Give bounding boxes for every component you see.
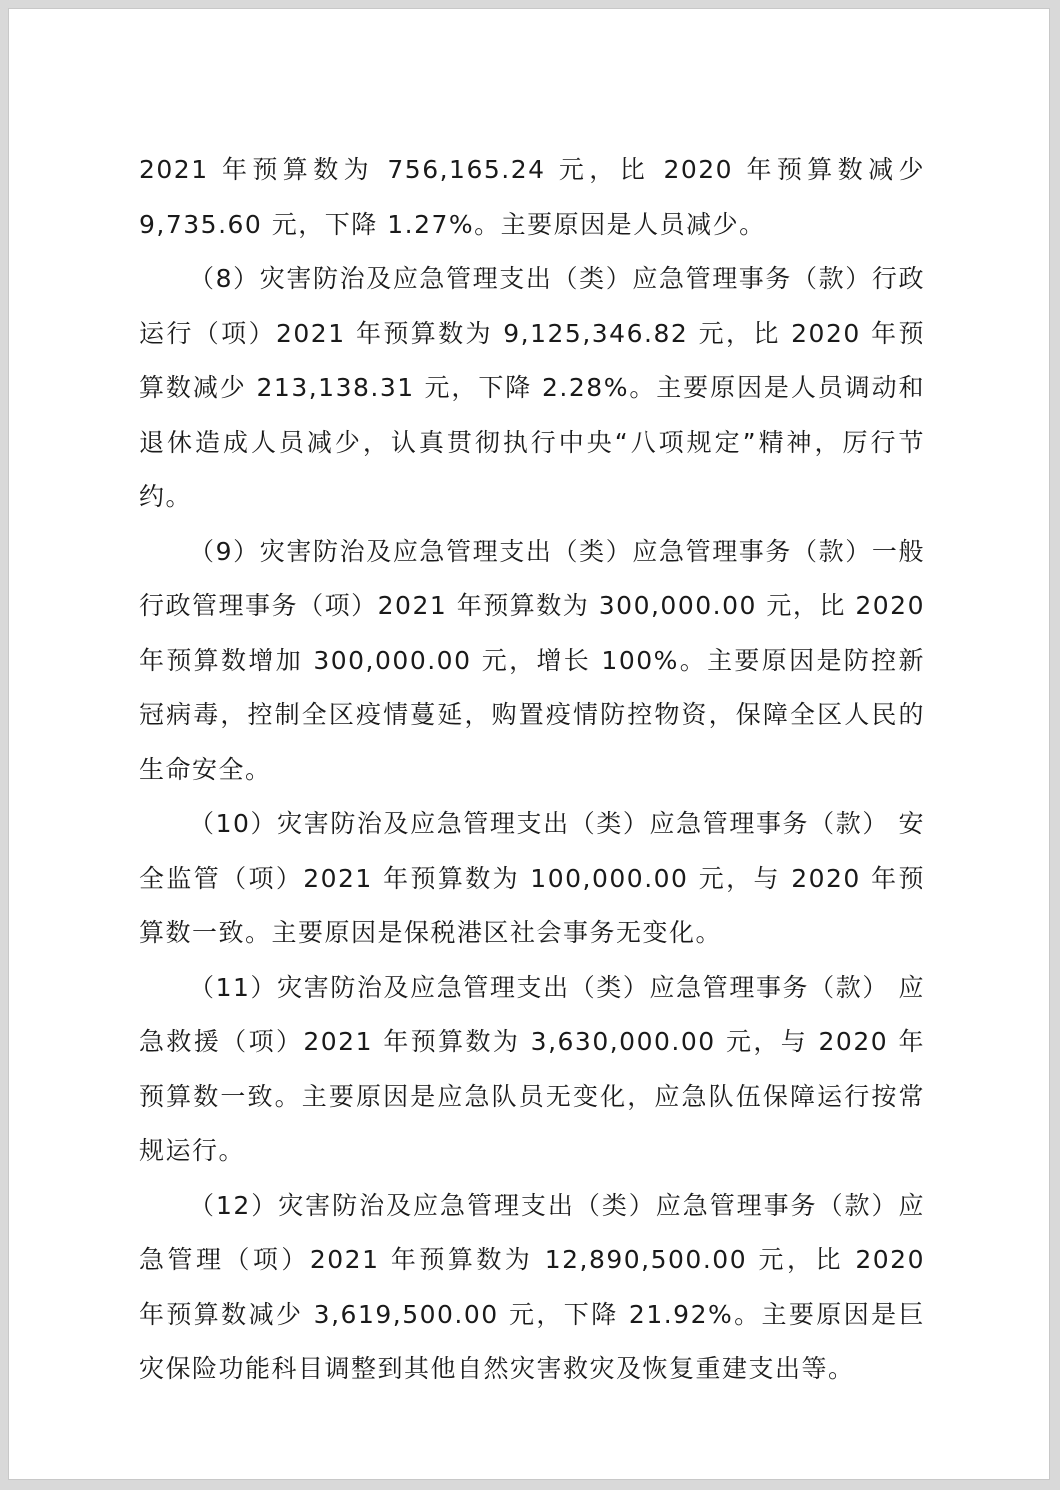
paragraph-continuation: 2021 年预算数为 756,165.24 元，比 2020 年预算数减少 9,735.60 元，下降 1.27%。主要原因是人员减少。: [139, 155, 925, 239]
document-page: [8, 8, 1050, 1480]
document-body: [139, 143, 925, 1397]
paragraph-item-9: （9）灾害防治及应急管理支出（类）应急管理事务（款）一般行政管理事务（项）2021 年预算数为 300,000.00 元，比 2020 年预算数增加 300,000.00 元，增长 100%。主要原因是防控新冠病毒，控制全区疫情蔓延，购置疫情防控物资，保障全区人民的生命安全。: [139, 536, 925, 784]
paragraph-item-11: （11）灾害防治及应急管理支出（类）应急管理事务（款） 应急救援（项）2021 年预算数为 3,630,000.00 元，与 2020 年预算数一致。主要原因是应急队员无变化，应急队伍保障运行按常规运行。: [139, 972, 925, 1165]
paragraph-item-8: （8）灾害防治及应急管理支出（类）应急管理事务（款）行政运行（项）2021 年预算数为 9,125,346.82 元，比 2020 年预算数减少 213,138.31 元，下降 2.28%。主要原因是人员调动和退休造成人员减少，认真贯彻执行中央“八项规定”精神，厉行节约。: [139, 264, 925, 511]
paragraph-item-10: （10）灾害防治及应急管理支出（类）应急管理事务（款） 安全监管（项）2021 年预算数为 100,000.00 元，与 2020 年预算数一致。主要原因是保税港区社会事务无变化。: [139, 809, 925, 947]
paragraph-item-12: （12）灾害防治及应急管理支出（类）应急管理事务（款）应急管理（项）2021 年预算数为 12,890,500.00 元，比 2020 年预算数减少 3,619,500.00 元，下降 21.92%。主要原因是巨灾保险功能科目调整到其他自然灾害救灾及恢复重建支出等。: [139, 1190, 925, 1383]
